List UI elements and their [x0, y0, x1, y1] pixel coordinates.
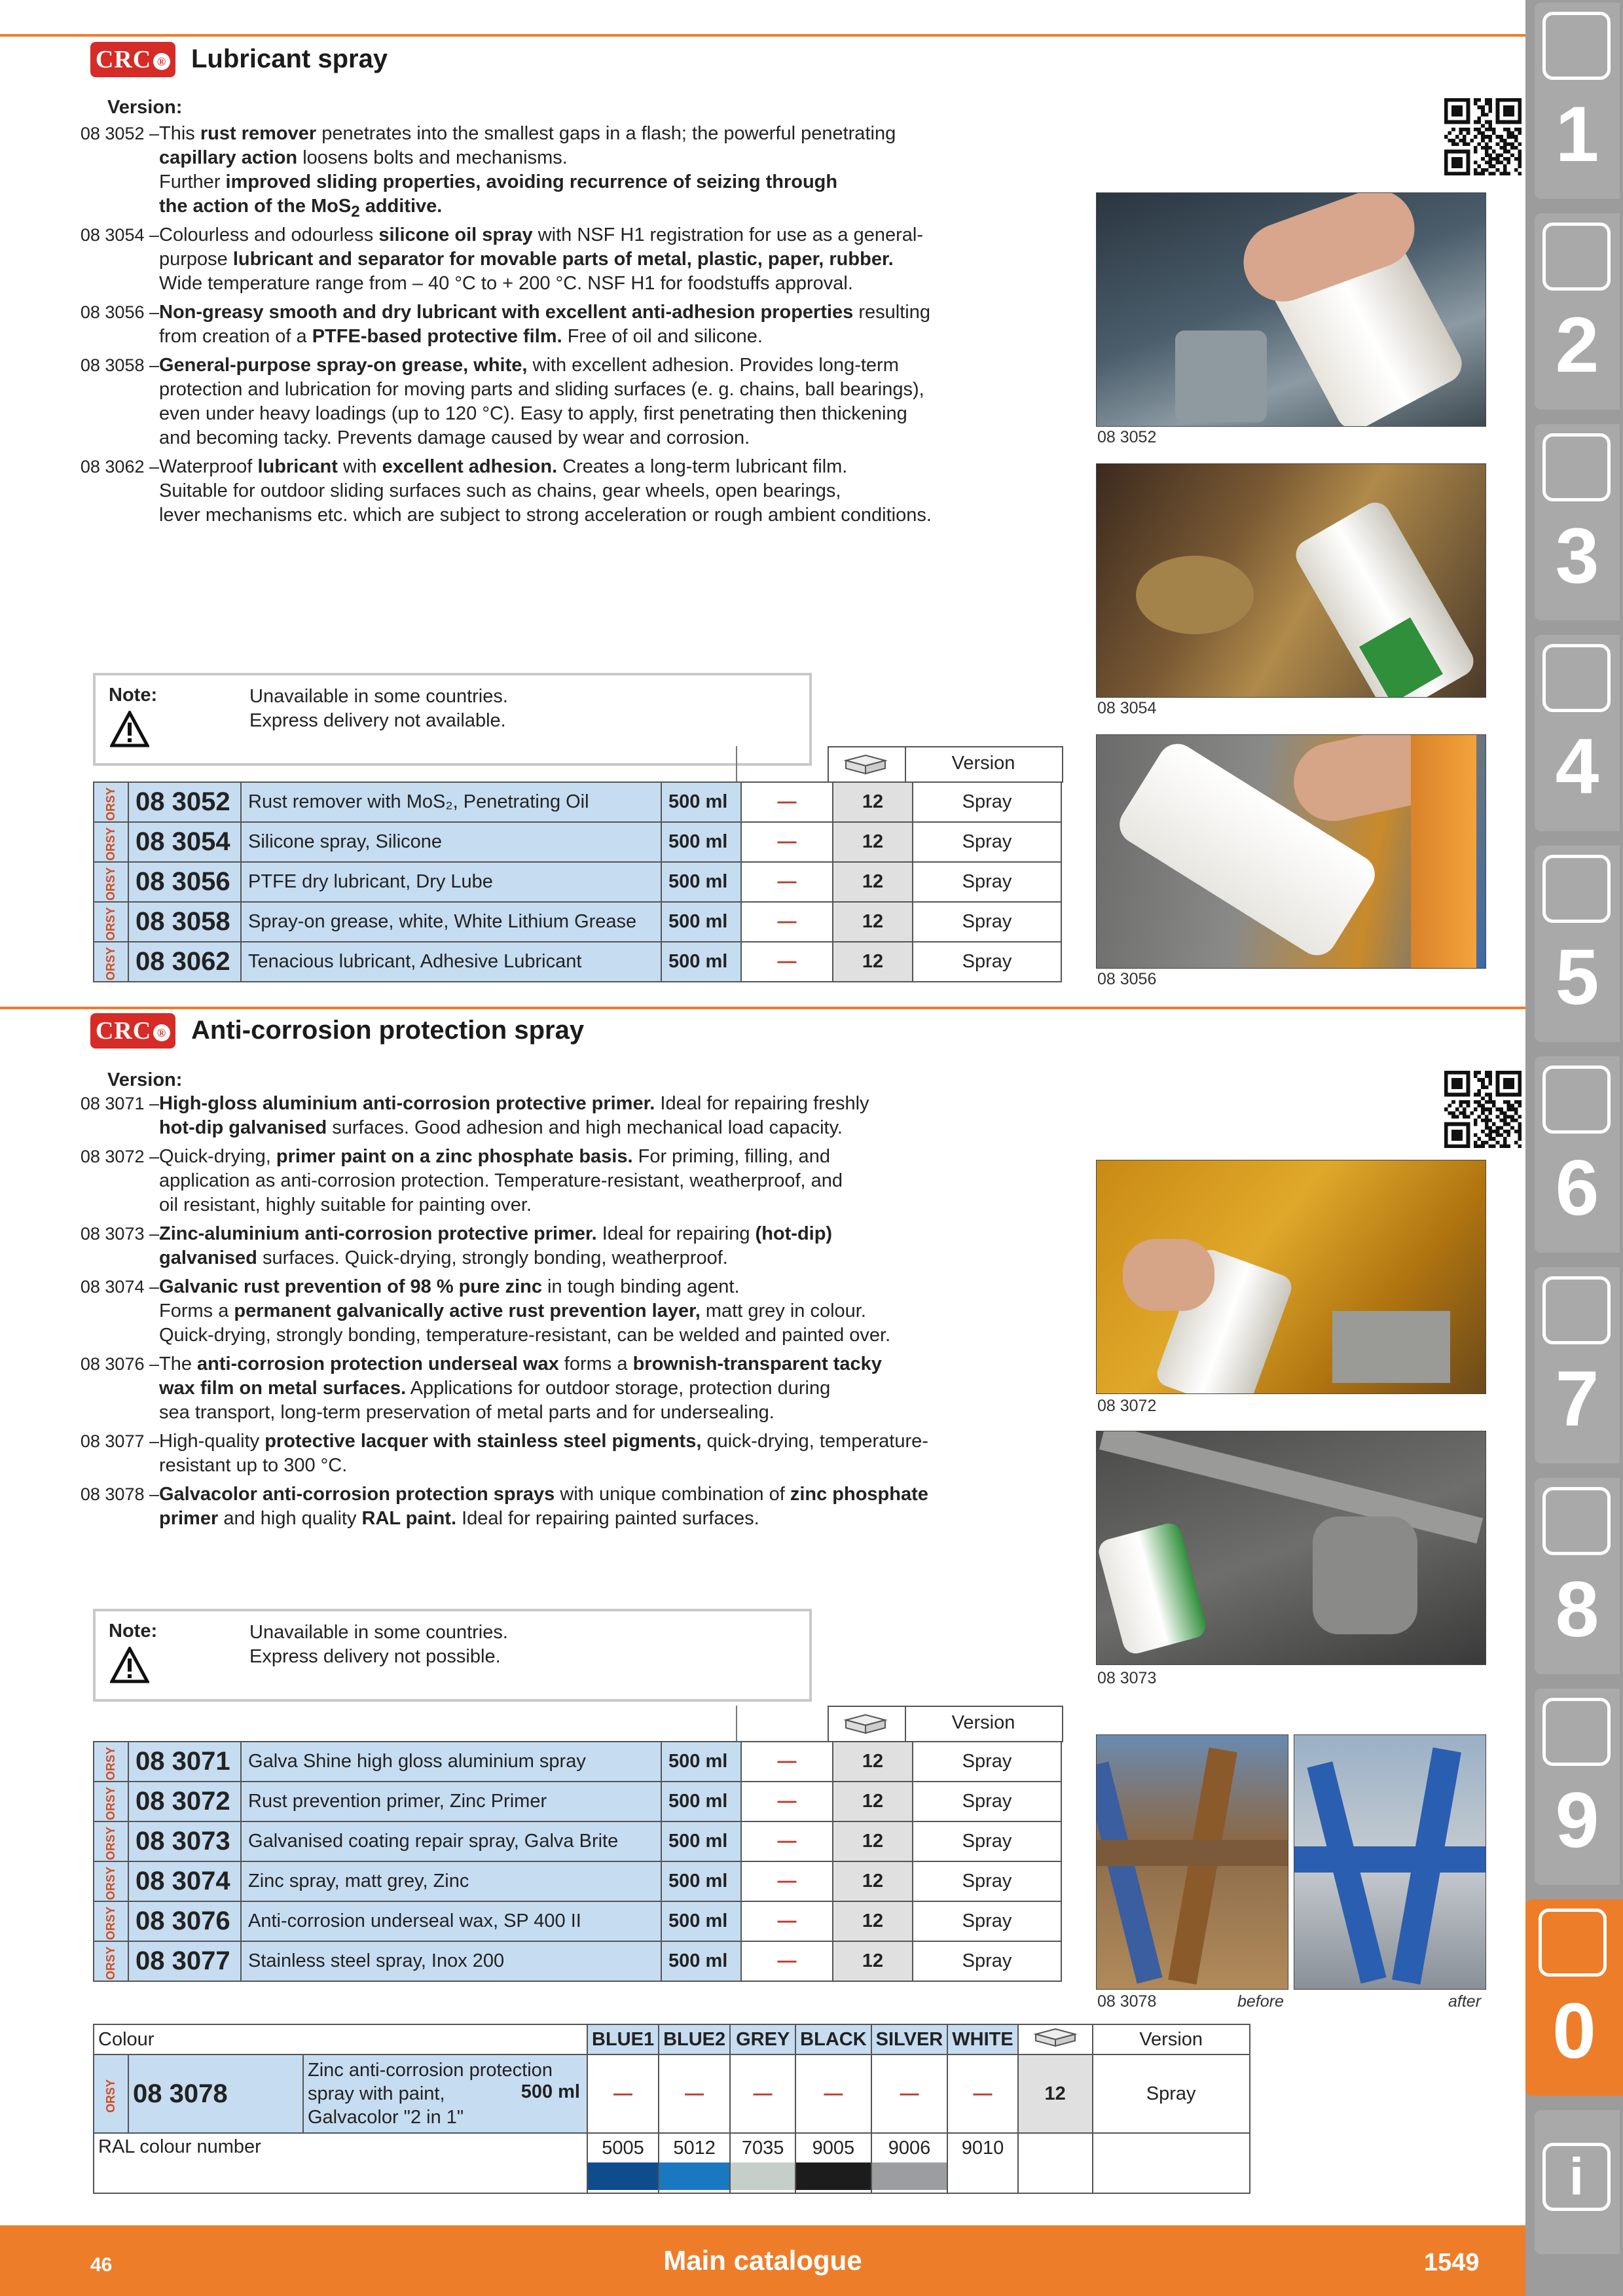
volume: 500 ml	[661, 1901, 741, 1941]
version-description: Quick-drying, primer paint on a zinc phosphate basis. For priming, filling, and application as anti-corrosion protection. Temperature-resistant, weatherproof, and oil resistant, highly suitable for painting over.	[159, 1146, 843, 1215]
empty-cell: —	[741, 1821, 833, 1861]
product-description	[303, 2054, 587, 2133]
colour-name: BLUE1	[587, 2024, 659, 2054]
empty-cell: —	[741, 942, 833, 982]
page-number-right: 1549	[1424, 2249, 1480, 2276]
article-number[interactable]: 08 3073	[128, 1821, 241, 1861]
photo-caption: 08 3072	[1097, 1397, 1157, 1415]
workbench-icon	[1542, 1487, 1611, 1555]
version-value: Spray	[1093, 2054, 1250, 2133]
empty-cell: —	[741, 862, 833, 902]
table-row[interactable]	[94, 902, 1061, 942]
section-title-anticorrosion: Anti-corrosion protection spray	[191, 1016, 585, 1045]
pack-quantity: 12	[833, 822, 913, 862]
column-rule	[736, 746, 737, 781]
empty-cell: —	[741, 782, 833, 822]
before-label: before	[1237, 1992, 1284, 2011]
version-value: Spray	[913, 1821, 1061, 1861]
version-item	[71, 300, 1144, 349]
product-table-anticorrosion	[93, 1741, 1062, 1982]
colour-header-row	[94, 2024, 1250, 2054]
chapter-tab-2[interactable]	[1535, 213, 1620, 410]
table-row[interactable]	[94, 1941, 1061, 1981]
orsy-tag: ORSY	[94, 942, 128, 982]
article-number[interactable]: 08 3076	[128, 1901, 241, 1941]
version-value: Spray	[913, 1941, 1061, 1981]
article-number[interactable]: 08 3052	[128, 782, 241, 822]
empty-cell: —	[741, 1901, 833, 1941]
article-number[interactable]: 08 3056	[128, 862, 241, 902]
product-description: Spray-on grease, white, White Lithium Grease	[241, 902, 661, 942]
version-item	[71, 455, 1144, 528]
qr-code[interactable]	[1444, 1071, 1522, 1148]
product-description: Galvanised coating repair spray, Galva Brite	[241, 1821, 661, 1861]
note-text: Unavailable in some countries. Express delivery not available.	[249, 686, 508, 731]
pack-quantity: 12	[833, 902, 913, 942]
footer-title: Main catalogue	[663, 2245, 862, 2276]
table-row[interactable]	[94, 862, 1061, 902]
crc-logo: CRC ®	[90, 1013, 175, 1049]
version-code: 08 3052 –	[80, 124, 159, 143]
warning-icon	[110, 1647, 149, 1683]
version-code: 08 3074 –	[80, 1277, 159, 1297]
volume: 500 ml	[661, 1742, 741, 1782]
orsy-tag: ORSY	[94, 1941, 128, 1981]
table-row[interactable]	[94, 1901, 1061, 1941]
chapter-number: 3	[1555, 512, 1599, 600]
colour-name: BLACK	[795, 2024, 871, 2054]
drill-icon	[1542, 12, 1611, 80]
version-value: Spray	[913, 942, 1061, 982]
orsy-tag: ORSY	[94, 902, 128, 942]
ral-number: 5005	[587, 2133, 659, 2193]
product-table-lubricant	[93, 781, 1062, 982]
colour-swatch	[588, 2162, 658, 2190]
version-item	[71, 1429, 1144, 1478]
version-item	[71, 1145, 1144, 1217]
version-column-header: Version	[951, 753, 1015, 774]
product-description: Galva Shine high gloss aluminium spray	[241, 1742, 661, 1782]
photo-caption: 08 3054	[1097, 699, 1157, 717]
version-label: Version:	[107, 97, 183, 118]
colour-swatch	[731, 2162, 795, 2190]
grinder-icon	[1539, 1909, 1607, 1977]
version-code: 08 3058 –	[80, 355, 159, 375]
orsy-tag: ORSY	[94, 2054, 128, 2133]
section-title-lubricant: Lubricant spray	[191, 45, 388, 73]
volume: 500 ml	[661, 862, 741, 902]
empty-cell: —	[871, 2054, 948, 2133]
empty-cell: —	[741, 902, 833, 942]
version-label: Version:	[107, 1069, 183, 1090]
product-description: Rust remover with MoS₂, Penetrating Oil	[241, 782, 661, 822]
version-description: Zinc-aluminium anti-corrosion protective primer. Ideal for repairing (hot-dip) galvanised surfaces. Quick-drying, strongly bonding, weatherproof.	[159, 1223, 833, 1268]
version-item	[71, 1092, 1144, 1140]
version-code: 08 3071 –	[80, 1094, 159, 1113]
pack-icon	[828, 1706, 906, 1741]
version-value: Spray	[913, 1861, 1061, 1901]
photo-caption: 08 3078	[1097, 1992, 1157, 2011]
volume: 500 ml	[661, 1821, 741, 1861]
version-code: 08 3076 –	[80, 1354, 159, 1374]
empty-cell: —	[947, 2054, 1017, 2133]
orsy-tag: ORSY	[94, 1821, 128, 1861]
pack-quantity: 12	[1018, 2054, 1093, 2133]
version-value: Spray	[913, 822, 1061, 862]
version-code: 08 3077 –	[80, 1431, 159, 1451]
article-number[interactable]: 08 3071	[128, 1742, 241, 1782]
chapter-tab-8[interactable]	[1535, 1478, 1620, 1674]
version-item	[71, 1275, 1144, 1348]
warning-icon	[110, 711, 149, 747]
version-column-header: Version	[1093, 2024, 1250, 2054]
version-value: Spray	[913, 1782, 1061, 1821]
article-number[interactable]: 08 3054	[128, 822, 241, 862]
empty-cell: —	[741, 1941, 833, 1981]
version-item	[71, 1222, 1144, 1270]
pack-quantity: 12	[833, 942, 913, 982]
version-value: Spray	[913, 862, 1061, 902]
tap-icon	[1542, 433, 1611, 501]
chapter-tab-3[interactable]	[1535, 424, 1620, 620]
volume: 500 ml	[661, 822, 741, 862]
photo-silicone	[1096, 463, 1486, 698]
pack-quantity: 12	[833, 1782, 913, 1821]
product-description: Tenacious lubricant, Adhesive Lubricant	[241, 942, 661, 982]
chapter-number: 7	[1555, 1355, 1599, 1443]
photo-caption: 08 3056	[1097, 970, 1157, 988]
description-text: Zinc anti-corrosion protection spray with paint, Galvacolor "2 in 1"	[308, 2060, 553, 2128]
pack-icon	[828, 746, 906, 781]
product-description: Zinc spray, matt grey, Zinc	[241, 1861, 661, 1901]
table-row[interactable]	[94, 1821, 1061, 1861]
orsy-tag: ORSY	[94, 1782, 128, 1821]
note-text: Unavailable in some countries. Express delivery not possible.	[249, 1622, 508, 1667]
version-code: 08 3072 –	[80, 1147, 159, 1166]
version-description: Colourless and odourless silicone oil spray with NSF H1 registration for use as a general- purpose lubricant and separator for movable parts of metal, plastic, paper, rubber. Wide temperature range from – 40 °C to + 200 °C. NSF H1 for foodstuffs approval.	[159, 224, 924, 294]
version-description: High-gloss aluminium anti-corrosion protective primer. Ideal for repairing freshly hot-dip galvanised surfaces. Good adhesion and high mechanical load capacity.	[159, 1093, 869, 1138]
product-description: Anti-corrosion underseal wax, SP 400 II	[241, 1901, 661, 1941]
colour-name: WHITE	[947, 2024, 1017, 2054]
chapter-number: 5	[1555, 933, 1599, 1021]
chapter-tab-4[interactable]	[1535, 635, 1620, 831]
colour-swatch	[796, 2162, 871, 2190]
pack-quantity: 12	[833, 1742, 913, 1782]
colour-name: SILVER	[871, 2024, 948, 2054]
volume: 500 ml	[661, 942, 741, 982]
ral-number: 9010	[947, 2133, 1017, 2193]
article-number[interactable]: 08 3074	[128, 1861, 241, 1901]
insert-icon	[1542, 223, 1611, 291]
version-item	[71, 353, 1144, 450]
chapter-tab-6[interactable]	[1535, 1056, 1620, 1253]
chapter-number: 6	[1555, 1144, 1599, 1232]
note-box	[93, 1609, 812, 1702]
pack-quantity: 12	[833, 1861, 913, 1901]
article-number[interactable]: 08 3078	[128, 2054, 303, 2133]
photo-dry-lube	[1096, 734, 1486, 969]
section-divider	[0, 1007, 1525, 1009]
pack-quantity: 12	[833, 782, 913, 822]
volume: 500 ml	[661, 1861, 741, 1901]
cabinet-icon	[1542, 1698, 1611, 1766]
version-value: Spray	[913, 1742, 1061, 1782]
photo-zinc-primer	[1096, 1160, 1486, 1394]
chapter-number: 0	[1552, 1987, 1596, 2075]
volume: 500 ml	[520, 2081, 580, 2102]
colour-name: BLUE2	[659, 2024, 730, 2054]
article-number[interactable]: 08 3062	[128, 942, 241, 982]
chapter-tab-1[interactable]	[1535, 3, 1620, 199]
version-item	[71, 223, 1144, 296]
table-row[interactable]	[94, 942, 1061, 982]
ral-label: RAL colour number	[94, 2133, 587, 2193]
colour-table	[93, 2024, 1250, 2194]
version-item	[71, 1482, 1144, 1531]
pliers-icon	[1542, 1276, 1611, 1344]
pack-icon	[1018, 2024, 1093, 2054]
chapter-number: 4	[1555, 723, 1599, 810]
article-number[interactable]: 08 3072	[128, 1782, 241, 1821]
chapter-tab-7[interactable]	[1535, 1267, 1620, 1463]
footer	[0, 2225, 1525, 2296]
version-code: 08 3062 –	[80, 457, 159, 476]
version-description: General-purpose spray-on grease, white, with excellent adhesion. Provides long-term protection and lubrication for moving parts and sliding surfaces (e. g. chains, ball bearings), even under heavy loadings (up to 120 °C). Easy to apply, first penetrating then thickening and becoming tacky. Prevents damage caused by wear and corrosion.	[159, 355, 924, 448]
colour-swatch	[948, 2162, 1017, 2190]
article-number[interactable]: 08 3058	[128, 902, 241, 942]
volume: 500 ml	[661, 1782, 741, 1821]
version-item	[71, 1352, 1144, 1425]
chapter-number: 2	[1555, 301, 1599, 389]
crc-logo: CRC ®	[90, 42, 175, 77]
version-code: 08 3078 –	[80, 1484, 159, 1504]
chapter-tab-i[interactable]	[1535, 2110, 1620, 2254]
version-value: Spray	[913, 902, 1061, 942]
version-code: 08 3073 –	[80, 1224, 159, 1244]
product-description: Stainless steel spray, Inox 200	[241, 1941, 661, 1981]
article-number[interactable]: 08 3077	[128, 1941, 241, 1981]
saw-blade-icon	[1542, 855, 1611, 923]
version-code: 08 3054 –	[80, 225, 159, 245]
colour-swatch	[659, 2162, 729, 2190]
version-description: The anti-corrosion protection underseal wax forms a brownish-transparent tacky wax film on metal surfaces. Applications for outdoor storage, protection during sea transport, long-term preservation of metal parts and for undersealing.	[159, 1354, 882, 1423]
product-description: Rust prevention primer, Zinc Primer	[241, 1782, 661, 1821]
empty-cell: —	[741, 1861, 833, 1901]
empty-cell: —	[659, 2054, 730, 2133]
version-description: High-quality protective lacquer with stainless steel pigments, quick-drying, temperature- resistant up to 300 °C.	[159, 1431, 928, 1476]
pack-quantity: 12	[833, 862, 913, 902]
table-row[interactable]	[94, 782, 1061, 822]
after-label: after	[1448, 1992, 1482, 2011]
empty-cell: —	[741, 1782, 833, 1821]
orsy-tag: ORSY	[94, 822, 128, 862]
ral-number: 7035	[730, 2133, 795, 2193]
empty-cell: —	[795, 2054, 871, 2133]
colour-swatch	[872, 2162, 947, 2190]
ral-number: 9006	[871, 2133, 948, 2193]
ral-number: 9005	[795, 2133, 871, 2193]
chapter-tab-9[interactable]	[1535, 1689, 1620, 1885]
section-divider	[0, 34, 1525, 37]
version-description: Waterproof lubricant with excellent adhesion. Creates a long-term lubricant film. Suitable for outdoor sliding surfaces such as chains, gear wheels, open bearings, lever mechanisms etc. which are subject to strong acceleration or rough ambient conditions.	[159, 456, 932, 526]
colour-name: GREY	[730, 2024, 795, 2054]
column-rule	[736, 1706, 737, 1741]
pack-quantity: 12	[833, 1941, 913, 1981]
empty-cell	[1018, 2133, 1093, 2193]
table-row[interactable]	[94, 1782, 1061, 1821]
volume: 500 ml	[661, 782, 741, 822]
empty-cell: —	[587, 2054, 659, 2133]
version-description: Galvanic rust prevention of 98 % pure zinc in tough binding agent. Forms a permanent galvanically active rust prevention layer, matt grey in colour. Quick-drying, strongly bonding, temperature-resistant, can be welded and painted over.	[159, 1276, 891, 1346]
table-row[interactable]	[94, 2054, 1250, 2133]
pack-quantity: 12	[833, 1901, 913, 1941]
info-icon: i	[1542, 2143, 1611, 2211]
photo-galvacolor-after	[1294, 1734, 1486, 1990]
orsy-tag: ORSY	[94, 1742, 128, 1782]
version-description: Non-greasy smooth and dry lubricant with excellent anti-adhesion properties resulting from creation of a PTFE-based protective film. Free of oil and silicone.	[159, 302, 930, 347]
note-label: Note:	[109, 1621, 158, 1641]
version-description: This rust remover penetrates into the smallest gaps in a flash; the powerful penetrating capillary action loosens bolts and mechanisms. Further improved sliding properties, avoiding recurrence of seizing through the action of the MoS$_2$ additive.	[159, 123, 896, 221]
chapter-tab-0[interactable]	[1525, 1899, 1623, 2096]
empty-cell: —	[730, 2054, 795, 2133]
version-column-header: Version	[951, 1712, 1015, 1733]
caliper-icon	[1542, 644, 1611, 712]
orsy-tag: ORSY	[94, 1901, 128, 1941]
version-value: Spray	[913, 782, 1061, 822]
ral-row	[94, 2133, 1250, 2193]
photo-penetrating-oil	[1096, 192, 1486, 427]
version-code: 08 3056 –	[80, 302, 159, 322]
photo-galva-brite	[1096, 1431, 1486, 1665]
note-box	[93, 673, 812, 766]
pack-quantity: 12	[833, 1821, 913, 1861]
table-row[interactable]	[94, 1861, 1061, 1901]
volume: 500 ml	[661, 902, 741, 942]
empty-cell	[1093, 2133, 1250, 2193]
version-description: Galvacolor anti-corrosion protection sprays with unique combination of zinc phosphate primer and high quality RAL paint. Ideal for repairing painted surfaces.	[159, 1484, 928, 1529]
page-number-left: 46	[90, 2254, 113, 2276]
photo-caption: 08 3052	[1097, 428, 1157, 446]
empty-cell: —	[741, 822, 833, 862]
table-row[interactable]	[94, 1742, 1061, 1782]
volume: 500 ml	[661, 1941, 741, 1981]
ral-number: 5012	[659, 2133, 730, 2193]
photo-galvacolor-before	[1096, 1734, 1288, 1990]
empty-cell: —	[741, 1742, 833, 1782]
orsy-tag: ORSY	[94, 862, 128, 902]
chapter-number: 9	[1555, 1776, 1599, 1864]
colour-label: Colour	[94, 2024, 587, 2054]
version-value: Spray	[913, 1901, 1061, 1941]
orsy-tag: ORSY	[94, 1861, 128, 1901]
chapter-tab-5[interactable]	[1535, 846, 1620, 1042]
note-label: Note:	[109, 685, 158, 706]
orsy-tag: ORSY	[94, 782, 128, 822]
product-description: Silicone spray, Silicone	[241, 822, 661, 862]
table-row[interactable]	[94, 822, 1061, 862]
chapter-number: 8	[1555, 1566, 1599, 1653]
wrench-icon	[1542, 1066, 1611, 1134]
qr-code[interactable]	[1444, 98, 1522, 175]
version-item	[71, 122, 1144, 219]
chapter-number: 1	[1555, 90, 1599, 178]
product-description: PTFE dry lubricant, Dry Lube	[241, 862, 661, 902]
photo-caption: 08 3073	[1097, 1669, 1157, 1687]
